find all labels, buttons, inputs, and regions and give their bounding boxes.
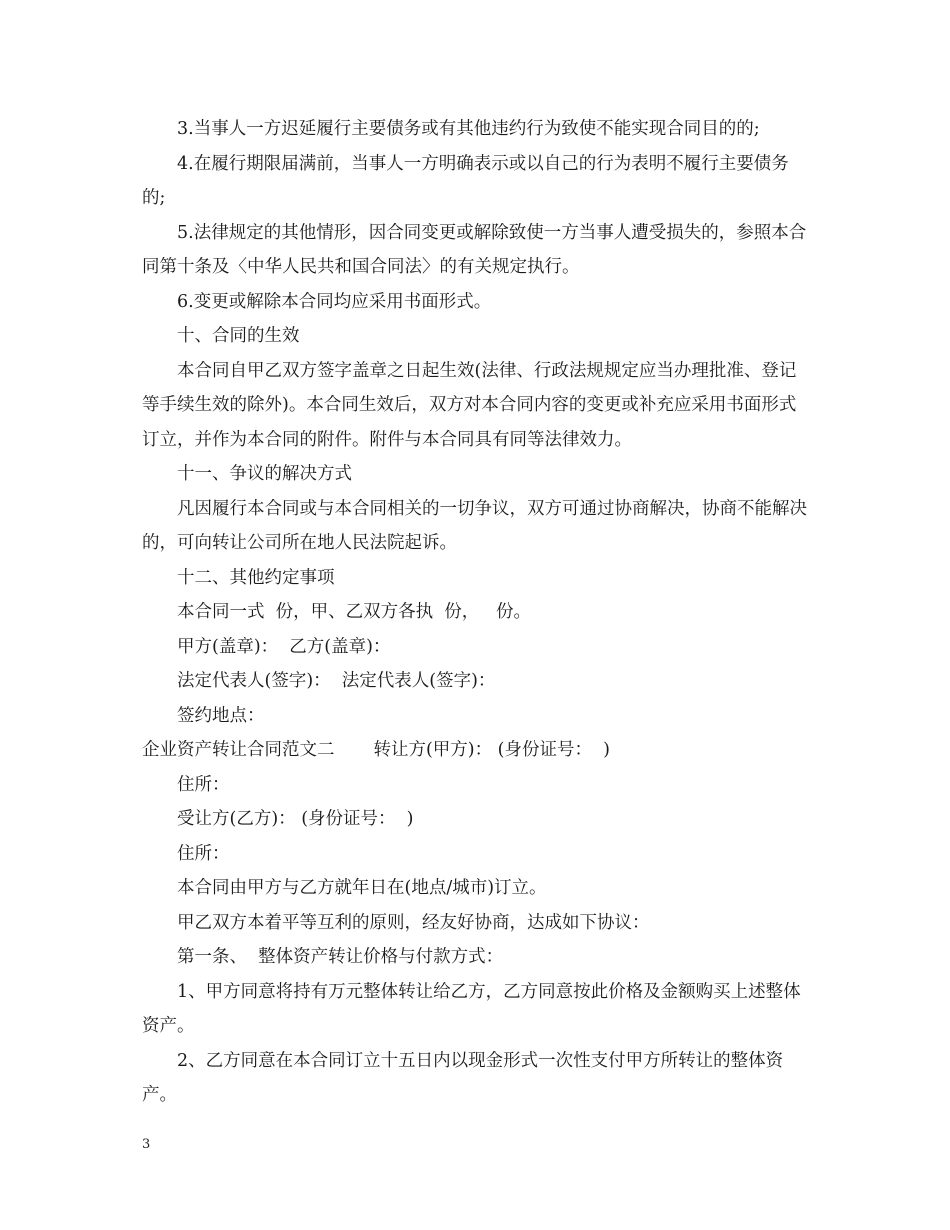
section-heading-dispute-resolution: 十一、争议的解决方式 [177, 464, 352, 484]
page-number: 3 [142, 1137, 151, 1152]
dispute-resolution-paragraph: 凡因履行本合同或与本合同相关的一切争议，双方可通过协商解决，协商不能解决的，可向转让公司所在地人民法院起诉。 [142, 498, 807, 553]
mutual-agreement-line: 甲乙双方本着平等互利的原则，经友好协商，达成如下协议： [177, 912, 650, 933]
transferee-line: 受让方(乙方)： (身份证号： ) [177, 809, 414, 829]
copies-line: 本合同一式 份，甲、乙双方各执 份， 份。 [177, 602, 531, 622]
section-heading-effectiveness: 十、合同的生效 [177, 326, 300, 346]
effectiveness-paragraph: 本合同自甲乙双方签字盖章之日起生效(法律、行政法规规定应当办理批准、登记等手续生效的除外)。本合同生效后，双方对本合同内容的变更或补充应采用书面形式订立，并作为本合同的附件。附件与本合同具有同等法律效力。 [142, 360, 797, 450]
contract-two-title-line: 企业资产转让合同范文二 转让方(甲方)： (身份证号： ) [142, 740, 610, 760]
contract-concluded-line: 本合同由甲方与乙方就年日在(地点/城市)订立。 [177, 878, 547, 898]
document-body [142, 112, 810, 1113]
article-one-item-2: 2、乙方同意在本合同订立十五日内以现金形式一次性支付甲方所转让的整体资产。 [142, 1050, 784, 1105]
legal-representative-line: 法定代表人(签字)： 法定代表人(签字)： [177, 671, 496, 691]
article-one-item-1: 1、甲方同意将持有万元整体转让给乙方，乙方同意按此价格及金额购买上述整体资产。 [142, 981, 801, 1036]
clause-6-written-form: 6.变更或解除本合同均应采用书面形式。 [177, 291, 492, 312]
clause-3-breach: 3.当事人一方迟延履行主要债务或有其他违约行为致使不能实现合同目的的; [177, 119, 760, 139]
party-seal-line: 甲方(盖章)： 乙方(盖章)： [177, 636, 391, 657]
transferee-address-line: 住所： [177, 843, 230, 864]
signing-place-line: 签约地点： [177, 705, 265, 726]
section-heading-other-terms: 十二、其他约定事项 [177, 567, 335, 588]
clause-4-anticipatory-breach: 4.在履行期限届满前，当事人一方明确表示或以自己的行为表明不履行主要债务的; [142, 153, 789, 208]
article-one-heading: 第一条、 整体资产转让价格与付款方式： [177, 947, 504, 967]
clause-5-other-circumstances: 5.法律规定的其他情形，因合同变更或解除致使一方当事人遭受损失的，参照本合同第十条及〈中华人民共和国合同法〉的有关规定执行。 [142, 222, 807, 277]
transferor-address-line: 住所： [177, 774, 230, 795]
